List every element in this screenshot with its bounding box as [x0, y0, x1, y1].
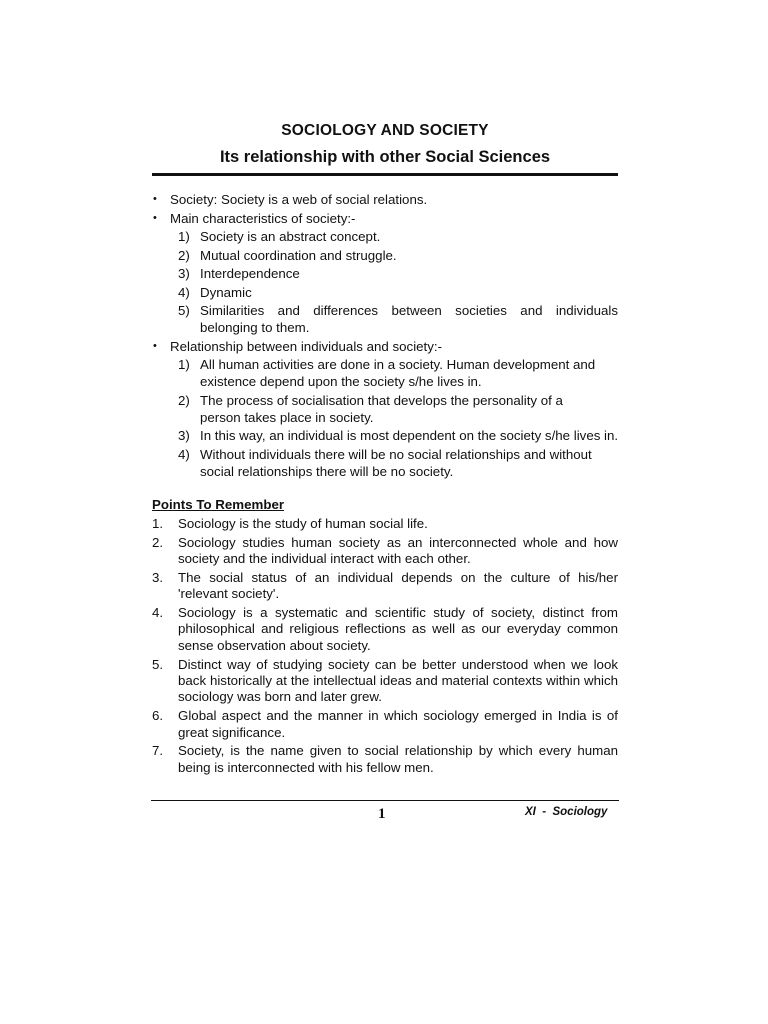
list-item [170, 228, 618, 245]
list-text: Mutual coordination and struggle. [200, 247, 397, 263]
title-rule [152, 173, 618, 176]
list-text: Dynamic [200, 284, 252, 300]
relationship-list [170, 356, 618, 480]
points-list [152, 516, 618, 776]
list-number: 1) [178, 356, 190, 372]
list-item [152, 535, 618, 568]
list-item [170, 427, 632, 444]
list-text: All human activities are done in a society. Human development and existence depend upon the society s/he lives in. [200, 356, 596, 389]
list-text: Sociology is a systematic and scientific study of society, distinct from philosophical and religious reflections as well as our everyday common sense observation about society. [178, 604, 618, 653]
page-number: 1 [378, 806, 386, 822]
page-title: SOCIOLOGY AND SOCIETY [281, 122, 489, 139]
list-item [170, 446, 618, 480]
list-number: 6. [152, 708, 164, 724]
list-text: Without individuals there will be no social relationships and without social relationships there will be no society. [200, 446, 592, 479]
characteristics-list [170, 228, 618, 336]
bullet-list [152, 191, 618, 480]
list-text: Society is an abstract concept. [200, 229, 381, 244]
list-number: 1) [178, 229, 190, 244]
list-number: 3) [178, 428, 190, 444]
list-item [152, 605, 618, 654]
list-item [170, 392, 618, 426]
society-section [152, 191, 618, 480]
footer-label [525, 806, 607, 818]
list-number: 2) [178, 392, 190, 408]
page-subtitle: Its relationship with other Social Sciences [219, 148, 551, 166]
list-item [152, 743, 618, 776]
footer-label-text: XI - Sociology [525, 806, 608, 818]
list-number: 3) [178, 266, 190, 282]
list-number: 2) [178, 247, 190, 263]
list-number: 3. [152, 569, 164, 585]
list-item [152, 570, 618, 603]
list-item [170, 356, 618, 390]
list-number: 5) [178, 303, 190, 319]
list-text: Global aspect and the manner in which sociology emerged in India is of great significance. [178, 708, 618, 740]
bullet-text: • Main characteristics of society:- [170, 211, 355, 226]
list-number: 1. [152, 515, 164, 531]
points-to-remember-heading: Points To Remember [152, 496, 285, 512]
page-content [152, 120, 618, 779]
list-number: 5. [152, 656, 164, 672]
list-text: Sociology studies human society as an interconnected whole and how society and the individual interact with each other. [178, 534, 618, 566]
bullet-item-society [152, 191, 618, 208]
list-item [152, 708, 618, 741]
list-text: Similarities and differences between societies and individuals belonging to them. [200, 303, 618, 336]
bullet-text: • Relationship between individuals and society:- [170, 339, 442, 354]
list-item [152, 657, 618, 706]
list-text: The process of socialisation that develops the personality of a person takes place in society. [200, 392, 563, 425]
list-number: 4) [178, 446, 190, 462]
list-text: Sociology is the study of human social life. [178, 515, 428, 531]
list-number: 2. [152, 534, 164, 550]
bullet-text: • Society: Society is a web of social relations. [170, 192, 427, 207]
list-item [170, 284, 618, 301]
list-item [152, 516, 618, 532]
list-text: Interdependence [200, 266, 300, 282]
list-item [170, 265, 618, 282]
footer-rule [151, 800, 619, 801]
list-number: 4. [152, 604, 164, 620]
list-number: 7. [152, 743, 164, 759]
bullet-item-characteristics [152, 210, 618, 336]
list-text: Society, is the name given to social relationship by which every human being is interconnected with his fellow men. [178, 743, 618, 775]
list-text: Distinct way of studying society can be better understood when we look back historically at the intellectual ideas and material contexts within which sociology was born and later grew. [178, 656, 618, 705]
list-number: 4) [178, 284, 190, 300]
list-text: In this way, an individual is most dependent on the society s/he lives in. [200, 428, 619, 444]
list-item [170, 247, 618, 264]
list-item [170, 302, 618, 336]
bullet-item-relationship [152, 338, 618, 480]
list-text: The social status of an individual depends on the culture of his/her 'relevant society'. [178, 569, 618, 602]
